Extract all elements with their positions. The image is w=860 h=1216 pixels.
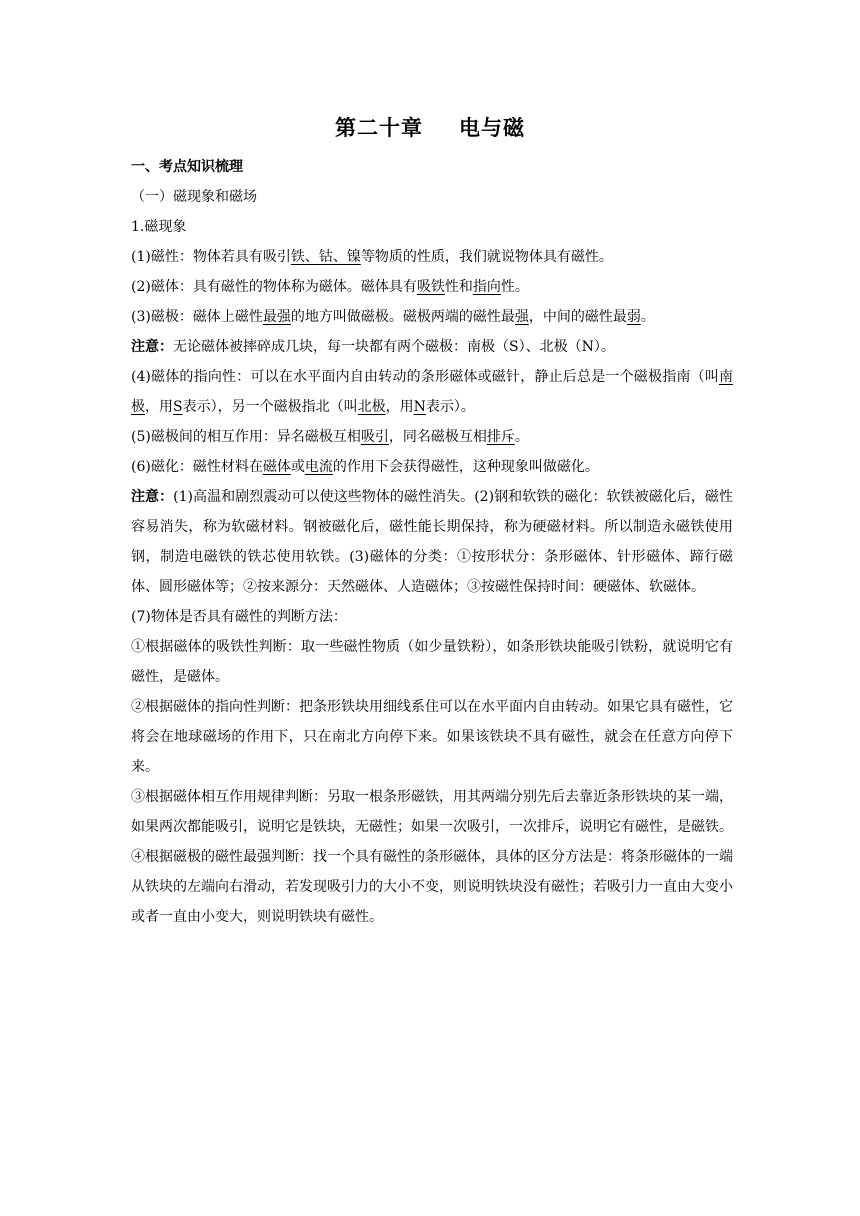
underlined-answer: 南极 (131, 369, 733, 415)
paragraph-directivity (131, 362, 733, 422)
paragraph-magnetic-pole (131, 302, 733, 332)
paragraph-pole-interaction (131, 422, 733, 452)
text-run: 的地方叫做磁极。磁极两端的磁性最 (290, 309, 515, 325)
underlined-answer: 电流 (304, 459, 333, 475)
subsection-heading: （一）磁现象和磁场 (131, 189, 257, 205)
note-label: 注意： (131, 489, 174, 505)
chapter-topic: 电与磁 (459, 115, 525, 140)
underlined-answer: N (413, 399, 426, 415)
text-run: 的作用下会获得磁性，这种现象叫做磁化。 (332, 459, 599, 475)
paragraph-magnetization (131, 452, 733, 482)
text-run: (2)磁体：具有磁性的物体称为磁体。磁体具有 (131, 279, 417, 295)
note-paragraph (131, 482, 733, 602)
method-paragraph: ②根据磁体的指向性判断：把条形铁块用细线系住可以在水平面内自由转动。如果它具有磁性，它将会在地球磁场的作用下，只在南北方向停下来。如果该铁块不具有磁性，就会在任意方向停下来。 (131, 699, 733, 775)
method-paragraph: ④根据磁极的磁性最强判断：找一个具有磁性的条形磁体，具体的区分方法是：将条形磁体的一端从铁块的左端向右滑动，若发现吸引力的大小不变，则说明铁块没有磁性；若吸引力一直由大变小或者一直由小变大，则说明铁块有磁性。 (131, 849, 733, 925)
text-run: 等物质的性质，我们就说物体具有磁性。 (360, 249, 613, 265)
underlined-answer: 北极 (357, 399, 386, 415)
text-run: ，中间的磁性最 (528, 309, 627, 325)
document-body (131, 152, 733, 932)
underlined-answer: 吸铁 (416, 279, 445, 295)
underlined-answer: 强 (514, 309, 529, 325)
text-run: (1)高温和剧烈震动可以使这些物体的磁性消失。(2)钢和软铁的磁化：软铁被磁化后，磁性容易消失，称为软磁材料。钢被磁化后，磁性能长期保持，称为硬磁材料。所以制造永磁铁使用钢，制造电磁铁的铁芯使用软铁。(3)磁体的分类：①按形状分：条形磁体、针形磁体、蹄行磁体、圆形磁体等；②按来源分：天然磁体、人造磁体；③按磁性保持时间：硬磁体、软磁体。 (131, 489, 733, 595)
text-run: (5)磁极间的相互作用：异名磁极互相 (131, 429, 361, 445)
text-run: ，同名磁极互相 (388, 429, 487, 445)
method-paragraph: ③根据磁体相互作用规律判断：另取一根条形磁铁，用其两端分别先后去靠近条形铁块的某一端，如果两次都能吸引，说明它是铁块，无磁性；如果一次吸引，一次排斥，说明它有磁性，是磁铁。 (131, 789, 733, 835)
underlined-answer: 弱 (626, 309, 641, 325)
method-paragraph: ①根据磁体的吸铁性判断：取一些磁性物质（如少量铁粉），如条形铁块能吸引铁粉，就说明它有磁性，是磁体。 (131, 639, 733, 685)
note-paragraph (131, 332, 733, 362)
text-run: ，用 (385, 399, 414, 415)
page-title (0, 112, 860, 142)
text-run: 性。 (500, 279, 529, 295)
text-run: 表示）。 (425, 399, 475, 415)
text-run: 。 (640, 309, 655, 325)
underlined-answer: 磁体 (262, 459, 291, 475)
paragraph-magnet (131, 272, 733, 302)
underlined-answer: S (173, 399, 183, 415)
underlined-answer: 最强 (262, 309, 291, 325)
section-heading: 一、考点知识梳理 (131, 159, 243, 175)
paragraph-magnetism (131, 242, 733, 272)
text-run: 性和 (444, 279, 473, 295)
underlined-answer: 排斥 (486, 429, 515, 445)
underlined-answer: 吸引 (360, 429, 389, 445)
note-label: 注意： (131, 339, 173, 355)
text-run: (6)磁化：磁性材料在 (131, 459, 263, 475)
text-run: 。 (514, 429, 529, 445)
chapter-number: 第二十章 (335, 115, 423, 140)
text-run: ，用 (145, 399, 173, 415)
text-run: 无论磁体被摔碎成几块，每一块都有两个磁极：南极（S）、北极（N）。 (173, 339, 615, 355)
item-heading: 1.磁现象 (131, 219, 187, 235)
text-run: (3)磁极：磁体上磁性 (131, 309, 263, 325)
underlined-answer: 指向 (472, 279, 501, 295)
text-run: (4)磁体的指向性：可以在水平面内自由转动的条形磁体或磁针，静止后总是一个磁极指南（叫 (131, 369, 719, 385)
text-run: 或 (290, 459, 305, 475)
text-run: 表示），另一个磁极指北（叫 (182, 399, 358, 415)
text-run: (1)磁性：物体若具有吸引 (131, 249, 291, 265)
paragraph-judgment-methods: (7)物体是否具有磁性的判断方法： (131, 609, 347, 625)
underlined-answer: 铁、钴、镍 (290, 249, 361, 265)
